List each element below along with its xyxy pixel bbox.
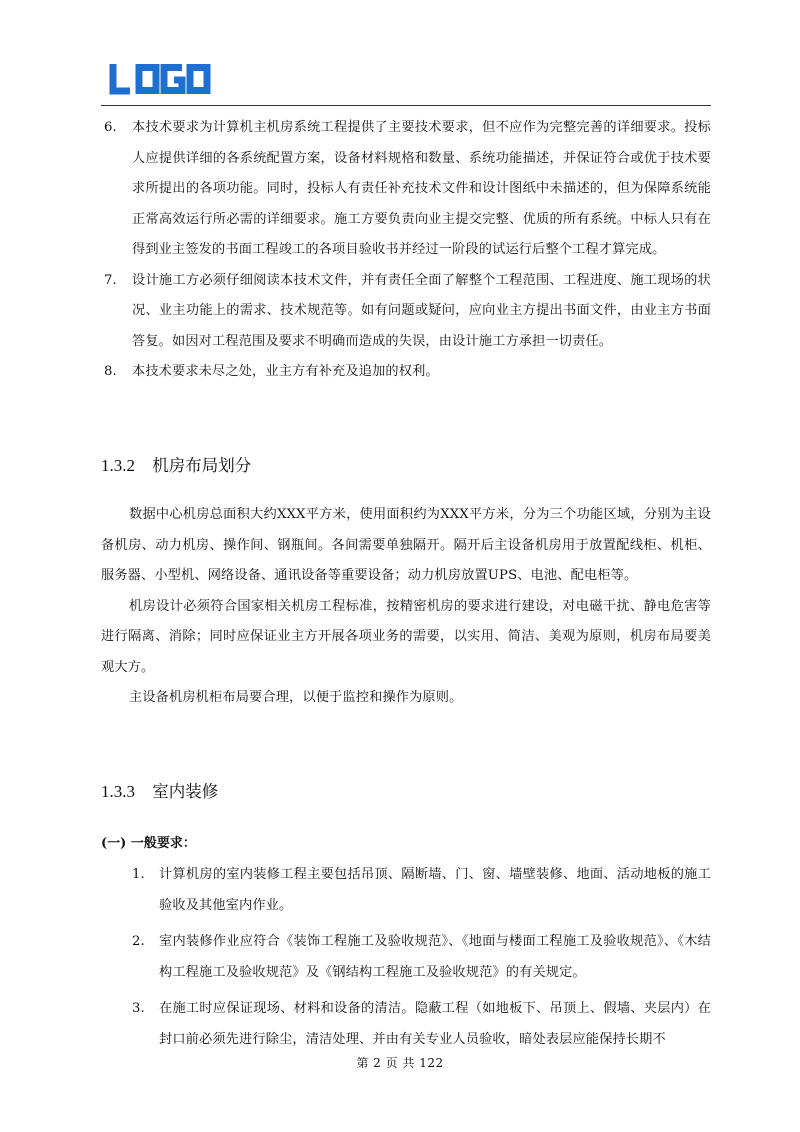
list-item-number: 8. [104,364,117,379]
logo [108,62,212,96]
list-item-number: 2. [132,934,145,949]
list-item-text: 设计施工方必须仔细阅读本技术文件，并有责任全面了解整个工程范围、工程进度、施工现场的状况、业主功能上的需求、技术规范等。如有问题或疑问，应向业主方提出书面文件，由业主方书面答复。如因对工程范围及要求不明确而造成的失误，由设计施工方承担一切责任。 [132,272,711,349]
header-rule [101,105,711,106]
logo-text: LOGO [108,62,112,63]
paragraph: 主设备机房机柜布局要合理，以便于监控和操作为原则。 [129,690,463,705]
section-heading-1-3-2 [101,452,251,476]
list-item-text: 本技术要求未尽之处，业主方有补充及追加的权利。 [132,364,439,379]
section-number: 1.3.3 [101,782,135,801]
list-item [132,927,711,988]
section-title: 室内装修 [152,782,219,801]
section-number: 1.3.2 [101,456,135,475]
list-item-text: 室内装修作业应符合《装饰工程施工及验收规范》、《地面与楼面工程施工及验收规范》、《木结构工程施工及验收规范》及《钢结构工程施工及验收规范》的有关规定。 [159,934,711,980]
list-item [101,266,711,358]
page-footer: 第 2 页 共 122 [356,1056,444,1070]
requirements-list [101,113,711,388]
list-item-text: 在施工时应保证现场、材料和设备的清洁。隐蔽工程（如地板下、吊顶上、假墙、夹层内）在封口前必须先进行除尘，清洁处理、并由有关专业人员验收，暗处表层应能保持长期不 [159,1001,711,1047]
general-requirements-list [132,860,711,1061]
paragraph: 机房设计必须符合国家相关机房工程标准，按精密机房的要求进行建设，对电磁干扰、静电危害等进行隔离、消除；同时应保证业主方开展各项业务的需要，以实用、简洁、美观为原则，机房布局要美观大方。 [101,598,711,675]
list-item [132,994,711,1055]
list-item [132,860,711,921]
section-1-3-2-body [101,500,711,714]
list-item-text: 计算机房的室内装修工程主要包括吊顶、隔断墙、门、窗、墙壁装修、地面、活动地板的施工验收及其他室内作业。 [159,867,711,913]
list-item [101,357,711,388]
section-title: 机房布局划分 [152,456,252,475]
section-heading-1-3-3 [101,778,218,802]
list-item-number: 1. [132,867,145,882]
list-item-number: 3. [132,1001,145,1016]
list-item-number: 6. [104,120,117,135]
subheading: (一) 一般要求： [101,836,196,851]
list-item-text: 本技术要求为计算机主机房系统工程提供了主要技术要求，但不应作为完整完善的详细要求。投标人应提供详细的各系统配置方案，设备材料规格和数量、系统功能描述，并保证符合或优于技术要求所提出的各项功能。同时，投标人有责任补充技术文件和设计图纸中未描述的，但为保障系统能正常高效运行所必需的详细要求。施工方要负责向业主提交完整、优质的所有系统。中标人只有在得到业主签发的书面工程竣工的各项目验收书并经过一阶段的试运行后整个工程才算完成。 [132,120,711,257]
list-item [101,113,711,266]
list-item-number: 7. [104,272,117,288]
paragraph: 数据中心机房总面积大约XXX平方米，使用面积约为XXX平方米，分为三个功能区域，分别为主设备机房、动力机房、操作间、钢瓶间。各间需要单独隔开。隔开后主设备机房用于放置配线柜、机柜、服务器、小型机、网络设备、通讯设备等重要设备；动力机房放置UPS、电池、配电柜等。 [101,507,711,583]
